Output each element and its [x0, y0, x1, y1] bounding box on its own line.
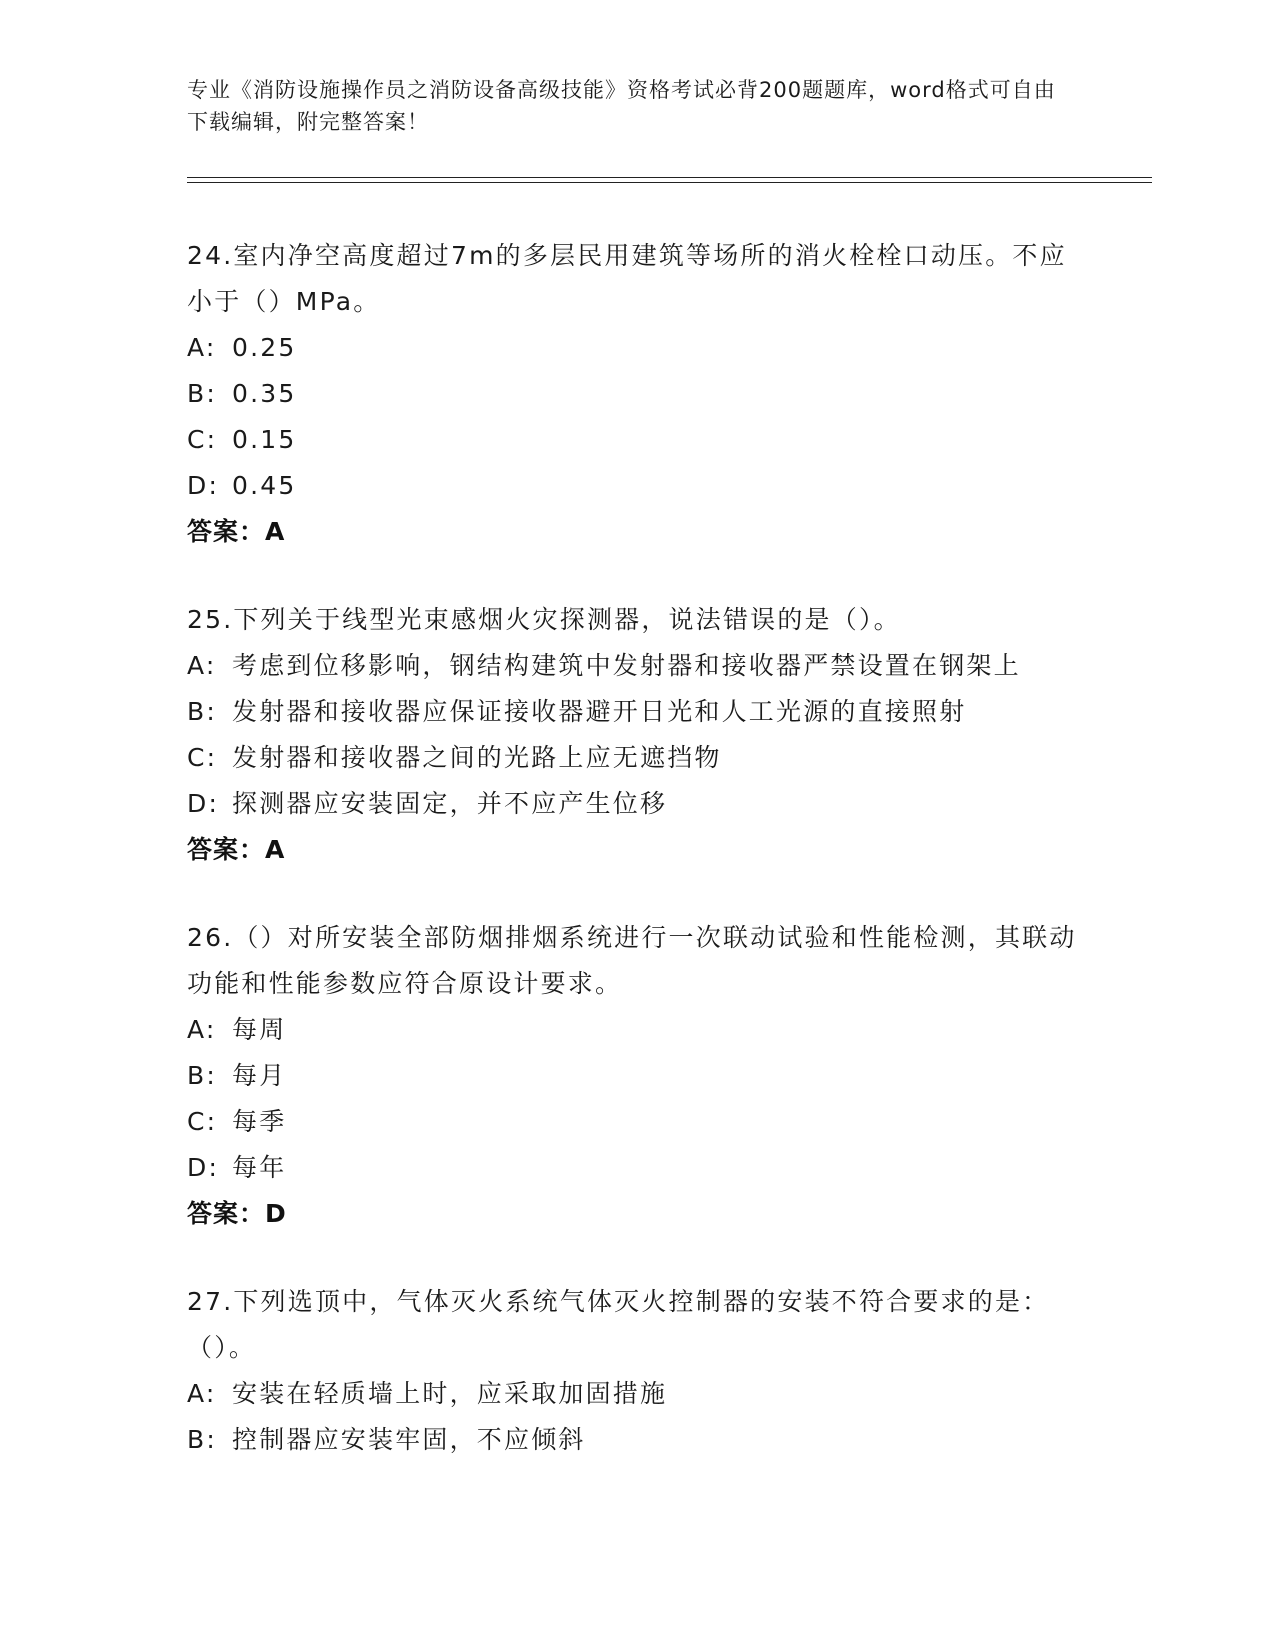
option-text: 每季: [232, 1107, 287, 1136]
option-letter: D:: [187, 471, 220, 500]
option-text: 探测器应安装固定，并不应产生位移: [232, 789, 668, 818]
option-text: 考虑到位移影响，钢结构建筑中发射器和接收器严禁设置在钢架上: [232, 651, 1021, 680]
option-a: [187, 1371, 1087, 1417]
question-24: [187, 233, 1087, 555]
option-a: [187, 325, 1087, 371]
option-letter: B:: [187, 697, 217, 726]
option-text: 0.35: [232, 379, 297, 408]
option-letter: A:: [187, 1015, 217, 1044]
option-text: 发射器和接收器之间的光路上应无遮挡物: [232, 743, 722, 772]
answer-line: 答案：A: [187, 517, 286, 546]
header-title: 专业《消防设施操作员之消防设备高级技能》资格考试必背200题题库，word格式可自由下载编辑，附完整答案！: [187, 78, 1056, 134]
option-text: 每年: [232, 1153, 287, 1182]
option-letter: A:: [187, 1379, 217, 1408]
option-letter: C:: [187, 425, 218, 454]
option-letter: D:: [187, 1153, 220, 1182]
option-letter: B:: [187, 379, 217, 408]
option-d: [187, 1145, 1087, 1191]
option-text: 控制器应安装牢固，不应倾斜: [232, 1425, 586, 1454]
option-c: [187, 417, 1087, 463]
option-c: [187, 1099, 1087, 1145]
option-b: [187, 689, 1087, 735]
option-text: 0.25: [232, 333, 297, 362]
option-b: [187, 371, 1087, 417]
question-27: [187, 1279, 1087, 1463]
option-letter: A:: [187, 333, 217, 362]
option-text: 0.15: [232, 425, 297, 454]
option-b: [187, 1053, 1087, 1099]
option-letter: C:: [187, 1107, 218, 1136]
answer-line: 答案：D: [187, 1199, 287, 1228]
option-d: [187, 781, 1087, 827]
option-letter: D:: [187, 789, 220, 818]
question-25: [187, 597, 1087, 873]
option-letter: B:: [187, 1425, 217, 1454]
option-c: [187, 735, 1087, 781]
header-divider-top: [187, 177, 1152, 178]
question-stem: 27.下列选顶中，气体灭火系统气体灭火控制器的安装不符合要求的是：（）。: [187, 1287, 1050, 1362]
option-letter: B:: [187, 1061, 217, 1090]
option-letter: A:: [187, 651, 217, 680]
option-text: 发射器和接收器应保证接收器避开日光和人工光源的直接照射: [232, 697, 967, 726]
question-stem: 25.下列关于线型光束感烟火灾探测器，说法错误的是（）。: [187, 605, 901, 634]
option-text: 每月: [232, 1061, 287, 1090]
option-b: [187, 1417, 1087, 1463]
answer-line: 答案：A: [187, 835, 286, 864]
question-26: [187, 915, 1087, 1237]
header-divider-bottom: [187, 182, 1152, 183]
option-a: [187, 643, 1087, 689]
option-a: [187, 1007, 1087, 1053]
question-stem: 24.室内净空高度超过7m的多层民用建筑等场所的消火栓栓口动压。不应小于（）MPa。: [187, 241, 1067, 316]
option-text: 每周: [232, 1015, 287, 1044]
option-d: [187, 463, 1087, 509]
option-text: 安装在轻质墙上时，应采取加固措施: [232, 1379, 668, 1408]
question-stem: 26.（）对所安装全部防烟排烟系统进行一次联动试验和性能检测，其联动功能和性能参数应符合原设计要求。: [187, 923, 1077, 998]
option-text: 0.45: [232, 471, 297, 500]
option-letter: C:: [187, 743, 218, 772]
document-header: [187, 74, 1067, 138]
